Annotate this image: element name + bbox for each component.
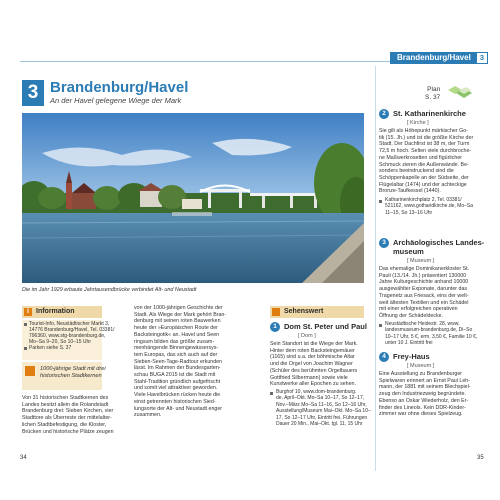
text-line: Hinter dem roten Backsteingemäuer [270,347,355,354]
history-highlight [22,362,106,390]
history-line: historischen Stadtkernen [40,373,102,379]
text-line: Jahre Kulturgeschichte anhand 10000 [379,279,469,286]
text-line: 10–17 Uhr, 5 €, erm. 3,50 €, Familie 10 €, [385,333,478,340]
text-line: einst getrennten historischen Sied- [134,398,216,405]
text-line: Viele Havelbrücken rücken heute die [134,392,221,399]
sight-title-katharinenkirche: St. Katharinenkirche [393,109,466,118]
highlight-icon [25,366,35,376]
text-line: Brücken und historische Plätze zeugen [22,428,114,435]
text-line: Ausstellung/Museum Mai–Okt. Mo–Sa 10– [276,408,371,415]
sight-title-landesmuseum [393,238,484,256]
text-line: tik (15. Jh.) und ist die größte Kirche der [379,134,474,141]
info-line: 796360, www.stg-brandenburg.de, [29,333,106,339]
text-line: Burghof 10, www.dom-brandenburg. [276,389,357,395]
havel-photo [22,113,364,283]
text-line: sonders beeindruckend sind die [379,168,454,175]
info-line: 14776 Brandenburg/Havel, Tel. 03381/ [29,327,115,333]
sight-tag-kirche: [ Kirche ] [407,120,429,126]
text-line: unter 10 J. Eintritt frei [385,340,433,347]
text-line: von der 1000-jährigen Geschichte der [134,305,223,311]
text-line: Pauli (13./14. Jh.) präsentiert 130000 [379,272,467,279]
info-icon: i [24,308,32,316]
sights-header [270,306,364,318]
text-line: weit ältesten Textilien und ein Schädel [379,299,469,306]
sight-text-katharinenkirche [379,128,473,195]
title-line: Archäologisches Landes- [393,238,485,247]
text-line: Schöppenkapelle an der Südseite, der [379,174,469,181]
text-line: und die Orgel von Joachim Wagner [270,361,353,368]
text-line: ringsum bilden das größte zusam- [134,338,215,345]
info-bullet-icon [379,324,382,327]
sight-tag-museum: [ Museum ] [407,363,435,369]
chapter-title: Brandenburg/Havel [50,79,189,96]
running-header-number: 3 [477,53,487,63]
map-icon [446,82,474,100]
text-line: Gottfried Silbermann) sowie viele [270,374,348,381]
sight-info-dom [276,389,371,427]
text-line: Sieben-Seen-Tage-Radtour erkunden [134,358,223,365]
text-line: 17, So 12–17 Uhr, Eintritt frei, Führungen [276,414,368,421]
info-bullet-icon [270,392,273,395]
sight-marker-4: 4 [379,352,389,362]
info-bullet-icon [24,323,27,326]
text-line: Sein Standort ist die Wiege der Mark. [270,341,358,347]
text-line: (1165) sind u.a. der böhmische Altar [270,354,355,361]
text-line: Stadttore als Überreste der mittelalter- [22,415,112,422]
text-line: landesmuseum-brandenburg.de, Di–So [385,327,473,334]
plan-label: Plan [427,86,441,93]
text-line: denburg mit seinen roten Bauwerken [134,318,221,325]
info-bullet-icon [379,200,382,203]
text-line: 521162, www.gotharidkirche.de, Mo–Sa [385,203,474,210]
history-highlight-text [40,366,106,380]
text-line: Stadt. Als Wiege der Mark gehört Bran- [134,311,227,318]
sight-marker-3: 3 [379,238,389,248]
text-line: 72,5 m hoch. Selten viele durchbroche- [379,148,472,155]
text-line: Stadt. Der Dachfirst ist 38 m, der Turm [379,141,470,148]
text-line: ne Maßwerkrosetten und figürlicher [379,154,463,161]
text-line: mann, der 1881 mit seinem Blechspiel- [379,384,471,391]
text-line: Backsteingotik« an. Havel und Seen [134,331,220,338]
text-line: Dauer 20 Min., Mai–Okt. tgl. 11, 15 Uhr [276,421,363,428]
text-line: finder des Lineols. Kein DDR-Kinder- [379,404,466,411]
text-line: Katharinenkirchplatz 2, Tel. 03381/ [385,197,462,203]
sight-info-landesmuseum [385,321,477,347]
text-line: lässt. Im Rahmen der Bundesgarten- [134,365,221,372]
running-header [390,52,488,64]
text-line: tem Europas, das sich auch auf der [134,351,218,358]
text-line: Brandenburg drei: Sieben Kirchen, vier [22,408,114,415]
sight-text-frey-haus [379,371,471,418]
info-line: Parken siehe S. 37 [29,345,72,351]
intro-column-2 [134,305,226,419]
text-line: und somit viel attraktiver geworden. [134,385,218,392]
text-line: zusammen. [134,412,162,419]
text-line: heute der »Europäischen Route der [134,325,218,332]
text-line: zeug den Industriezweig begründete. [379,391,466,398]
chapter-number: 3 [22,80,44,106]
text-line: menhängende Binnengewässersys- [134,345,219,352]
text-line: Stahl-Tradition gründlich aufgefrischt [134,378,221,385]
text-line: Öffnung der Schädeldecke. [379,312,444,319]
sight-info-katharinenkirche [385,197,473,216]
chapter-subtitle: An der Havel gelegene Wiege der Mark [50,96,182,105]
sight-text-landesmuseum [379,266,469,320]
camera-icon [272,308,280,316]
text-line: Das ehemalige Dominikanerkloster St. [379,266,470,272]
text-line: Nov.–März Mo–Sa 11–16, So 12–16 Uhr, [276,401,367,408]
text-line: Von 31 historischen Stadtkernen des [22,395,109,401]
text-line: lichen Stadtbefestigung, die Kloster, [22,421,107,428]
text-line: Bronze-Taufkessel (1440). [379,188,441,195]
info-header [22,306,102,318]
text-line: Kunstwerke aller Epochen zu sehen. [270,381,356,388]
text-line: lungsorte der Alt- und Neustadt enger [134,405,223,412]
text-line: Flügelaltar (1474) und der achteckige [379,181,467,188]
text-line: Tragenetz aus Friesack, eins der welt- [379,292,469,299]
info-line: Mo–Sa 9–20, So 10–15 Uhr [29,339,91,345]
plan-reference [425,86,440,102]
sight-title-dom: Dom St. Peter und Paul [284,322,367,331]
sight-marker-2: 2 [379,109,389,119]
text-line: Neustädtische Heidestr. 28, www. [385,321,460,327]
info-box [22,320,115,360]
text-line: ausgewählter Exponate, darunter das [379,286,468,293]
text-line: Eine Ausstellung zu Brandenburger [379,371,463,377]
text-line: schau BUGA 2015 ist die Stadt mit [134,372,216,379]
sight-marker-1: 1 [270,322,280,332]
sights-title: Sehenswert [284,308,324,315]
sight-title-frey-haus: Frey-Haus [393,352,430,361]
text-line: (Schüler des berühmten Orgelbauers [270,367,358,374]
info-title: Information [36,308,75,315]
text-line: mit einer erfolgreichen operativen [379,306,458,313]
sight-tag-dom: [ Dom ] [298,333,316,339]
text-line: Landes besitzt allein die Rolandstadt [22,401,109,408]
text-line: Spielwaren erinnert an Ernst Paul Leh- [379,377,470,384]
title-line: museum [393,247,424,256]
text-line: 11–15, So 13–16 Uhr [385,209,433,216]
photo-caption: Die im Jahr 1929 erbaute Jahrtausendbrücke verbindet Alt- und Neustadt [22,287,197,293]
info-bullet-icon [24,347,27,350]
plan-page: S. 37 [425,94,441,101]
text-line: Sie gilt als Höhepunkt märkischer Go- [379,128,468,134]
page-number-left: 34 [20,455,27,461]
sight-text-dom [270,341,358,388]
page-number-right: 35 [477,455,484,461]
column-divider [375,66,376,471]
text-line: Ebenso an Oskar Wiederholz, den Er- [379,397,469,404]
running-header-title: Brandenburg/Havel [397,53,471,62]
info-line: Tourist-Info, Neustädtischer Markt 3, [29,321,110,327]
text-line: Schmuck zieren die Außenwände. Be- [379,161,469,168]
history-line: 1000-jährige Stadt mit drei [40,366,106,372]
text-line: de, April–Okt. Mo–Sa 10–17, So 12–17, [276,395,365,402]
sight-tag-museum: [ Museum ] [407,258,435,264]
text-line: zimmer war ohne dieses Spielzeug. [379,411,463,418]
intro-column-1 [22,395,114,435]
